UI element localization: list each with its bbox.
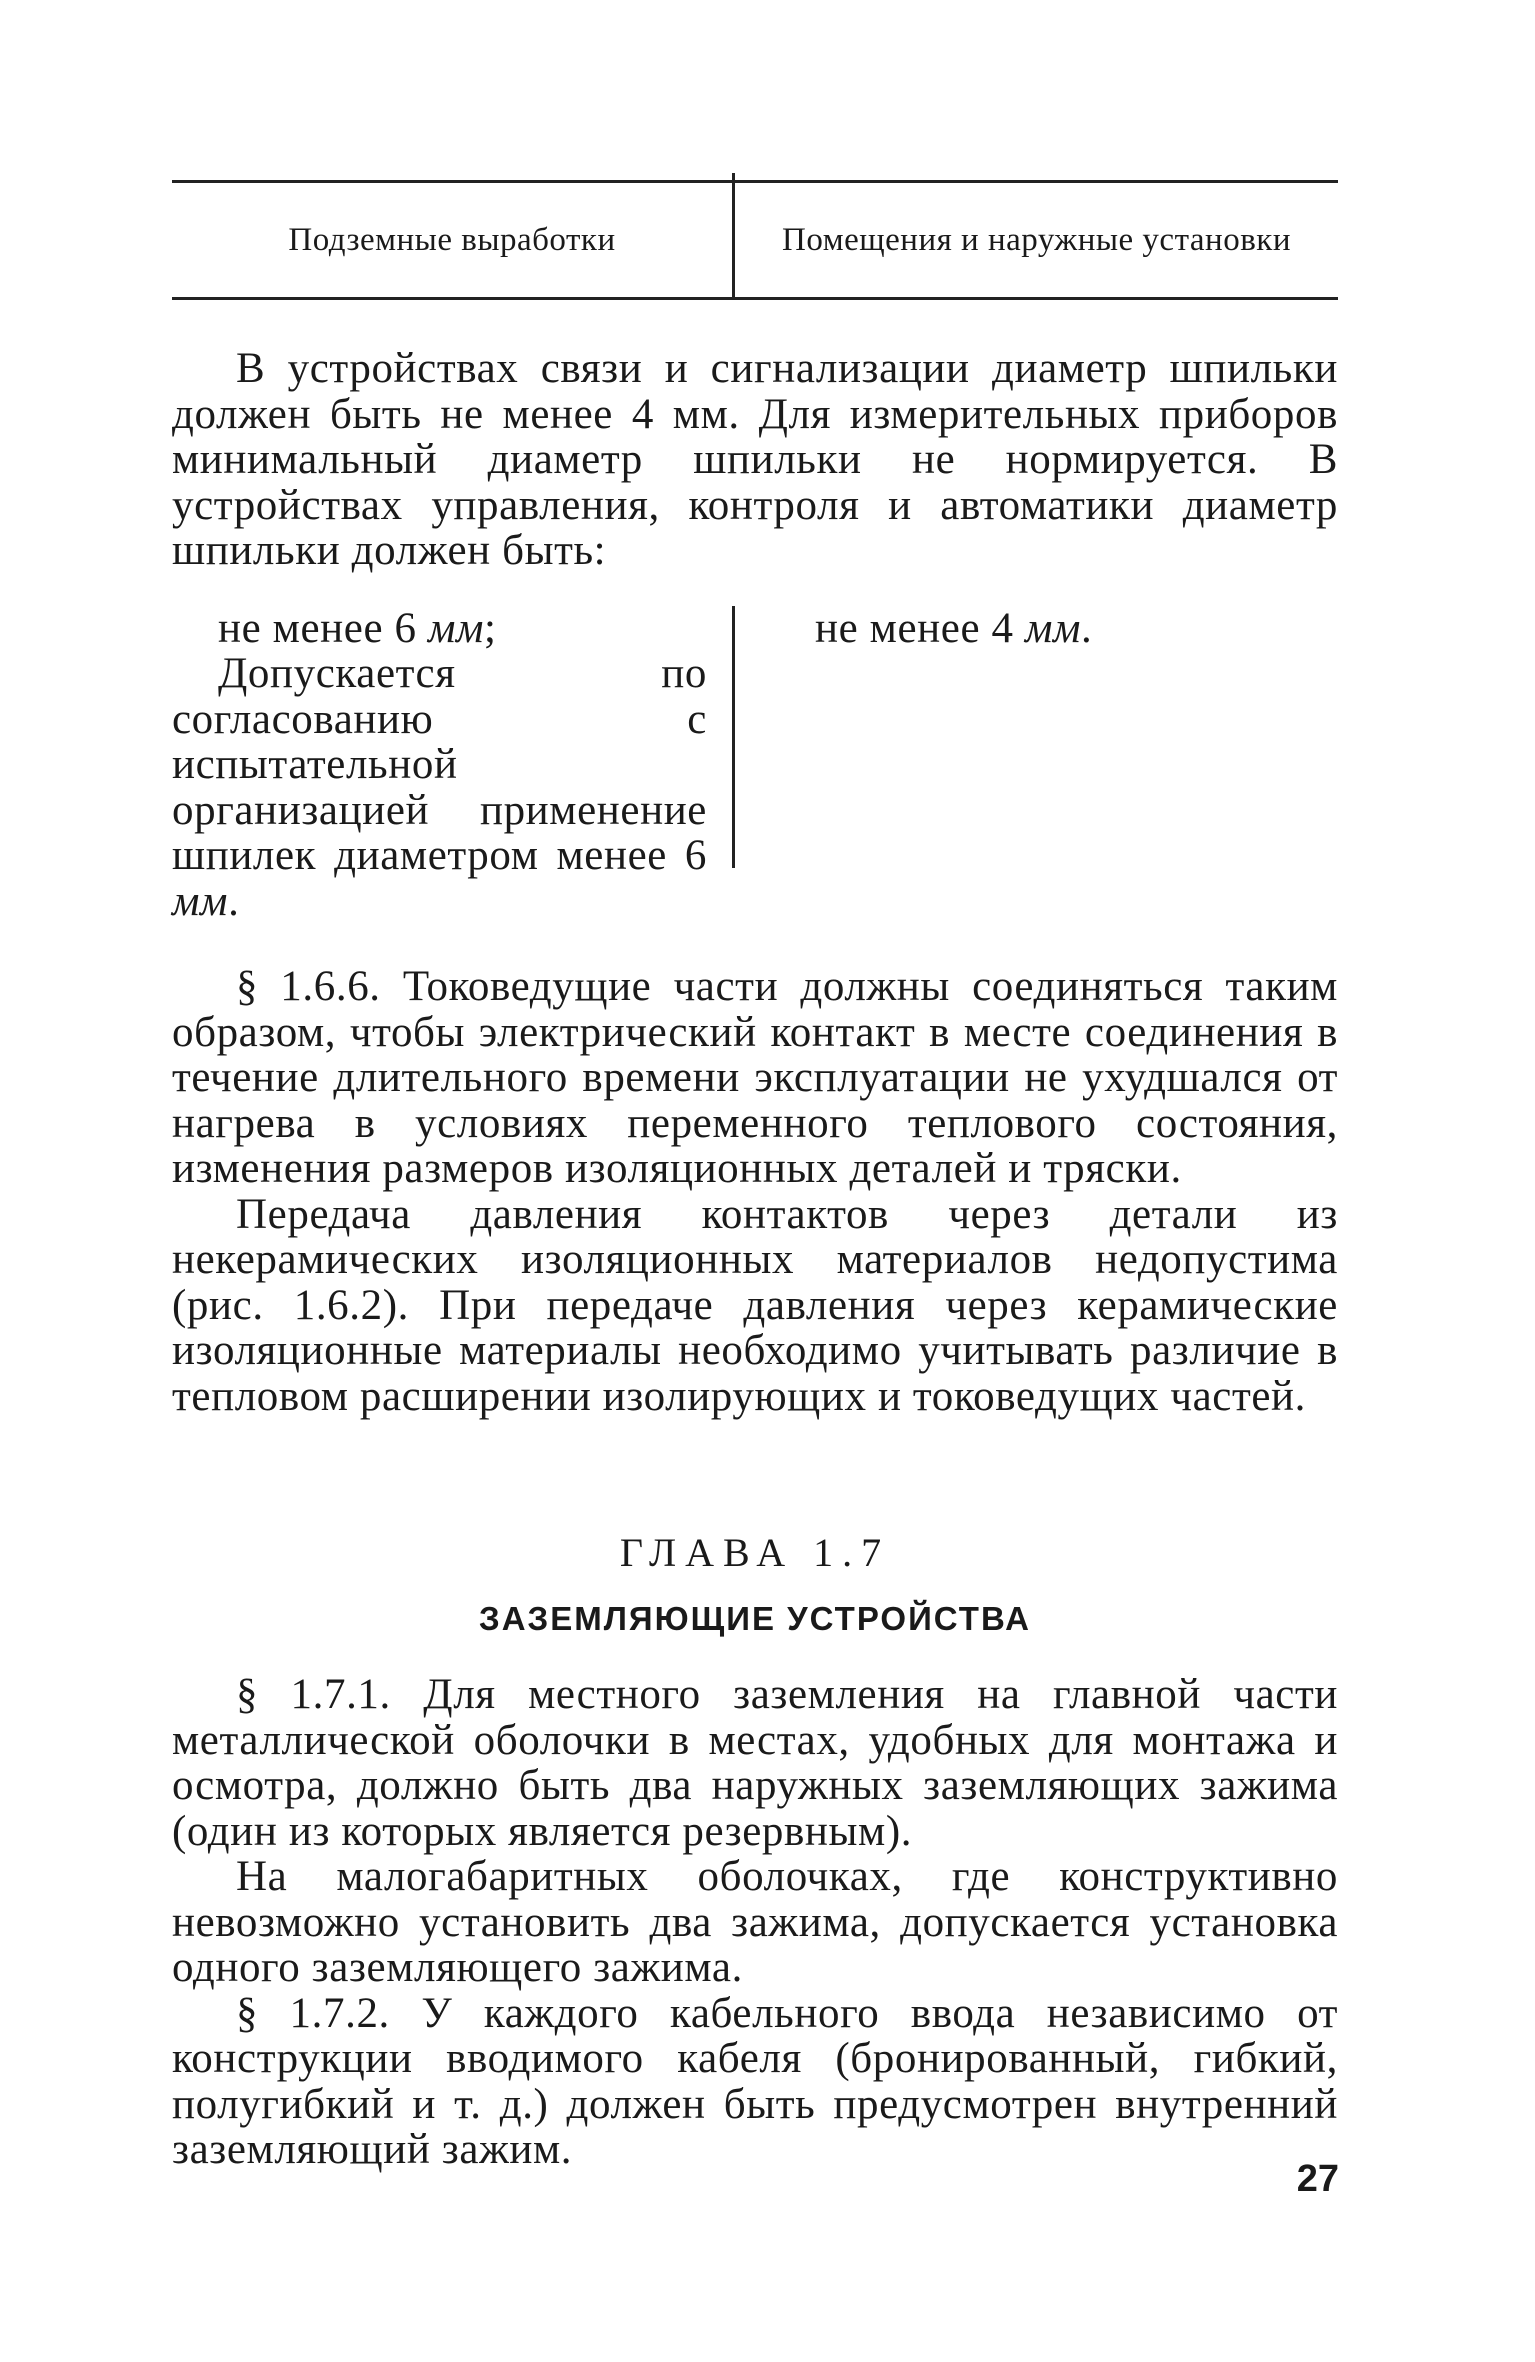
unit-mm: мм bbox=[172, 877, 229, 925]
punctuation: ; bbox=[484, 604, 497, 652]
header-premises: Помещения и наружные установки bbox=[782, 221, 1291, 258]
paragraph-1-7-1: § 1.7.1. Для местного заземления на главной части металлической оболочки в местах, удобных для монтажа и осмотра, должно быть два наружных заземляющих зажима (один из которых является резервным). bbox=[172, 1671, 1338, 1855]
table-header bbox=[172, 180, 1338, 300]
underground-min-diameter bbox=[172, 606, 707, 652]
requirements-columns bbox=[172, 606, 1338, 925]
underground-min-text: не менее 6 bbox=[218, 604, 428, 652]
header-underground: Подземные выработки bbox=[288, 221, 616, 258]
page-number: 27 bbox=[1296, 2158, 1339, 2200]
punctuation: . bbox=[1081, 604, 1093, 652]
page-content bbox=[172, 180, 1338, 2173]
paragraph-pressure-transfer: Передача давления контактов через детали из некерамических изоляционных материалов недопустима (рис. 1.6.2). При передаче давления через керамические изоляционные материалы необходимо учитывать различие в тепловом расширении изолирующих и токоведущих частей. bbox=[172, 1190, 1338, 1420]
unit-mm: мм bbox=[427, 604, 485, 652]
chapter-title: ЗАЗЕМЛЯЮЩИЕ УСТРОЙСТВА bbox=[479, 1600, 1031, 1637]
premises-min-text: не менее 4 bbox=[815, 604, 1025, 652]
paragraph-1-7-2: § 1.7.2. У каждого кабельного ввода независимо от конструкции вводимого кабеля (бронированный, гибкий, полугибкий и т. д.) должен быть предусмотрен внутренний заземляющий зажим. bbox=[172, 1989, 1338, 2173]
underground-note-text: Допускается по согласованию с испытательной организацией применение шпилек диаметром менее 6 bbox=[172, 650, 707, 879]
punctuation: . bbox=[228, 877, 240, 925]
chapter-label: ГЛАВА 1.7 bbox=[619, 1530, 891, 1575]
column-underground bbox=[172, 606, 707, 925]
paragraph-stud-diameter: В устройствах связи и сигнализации диаметр шпильки должен быть не менее 4 мм. Для измерительных приборов минимальный диаметр шпильки не нормируется. В устройствах управления, контроля и автоматики диаметр шпильки должен быть: bbox=[172, 345, 1338, 574]
column-premises bbox=[735, 606, 1338, 925]
underground-note bbox=[172, 651, 707, 924]
paragraph-1-6-6: § 1.6.6. Токоведущие части должны соединяться таким образом, чтобы электрический контакт в месте соединения в течение длительного времени эксплуатации не ухудшался от нагрева в условиях переменного теплового состояния, изменения размеров изоляционных деталей и тряски. bbox=[172, 963, 1338, 1192]
unit-mm: мм bbox=[1024, 604, 1082, 652]
paragraph-small-enclosures: На малогабаритных оболочках, где конструктивно невозможно установить два зажима, допускается установка одного заземляющего зажима. bbox=[172, 1853, 1338, 1991]
